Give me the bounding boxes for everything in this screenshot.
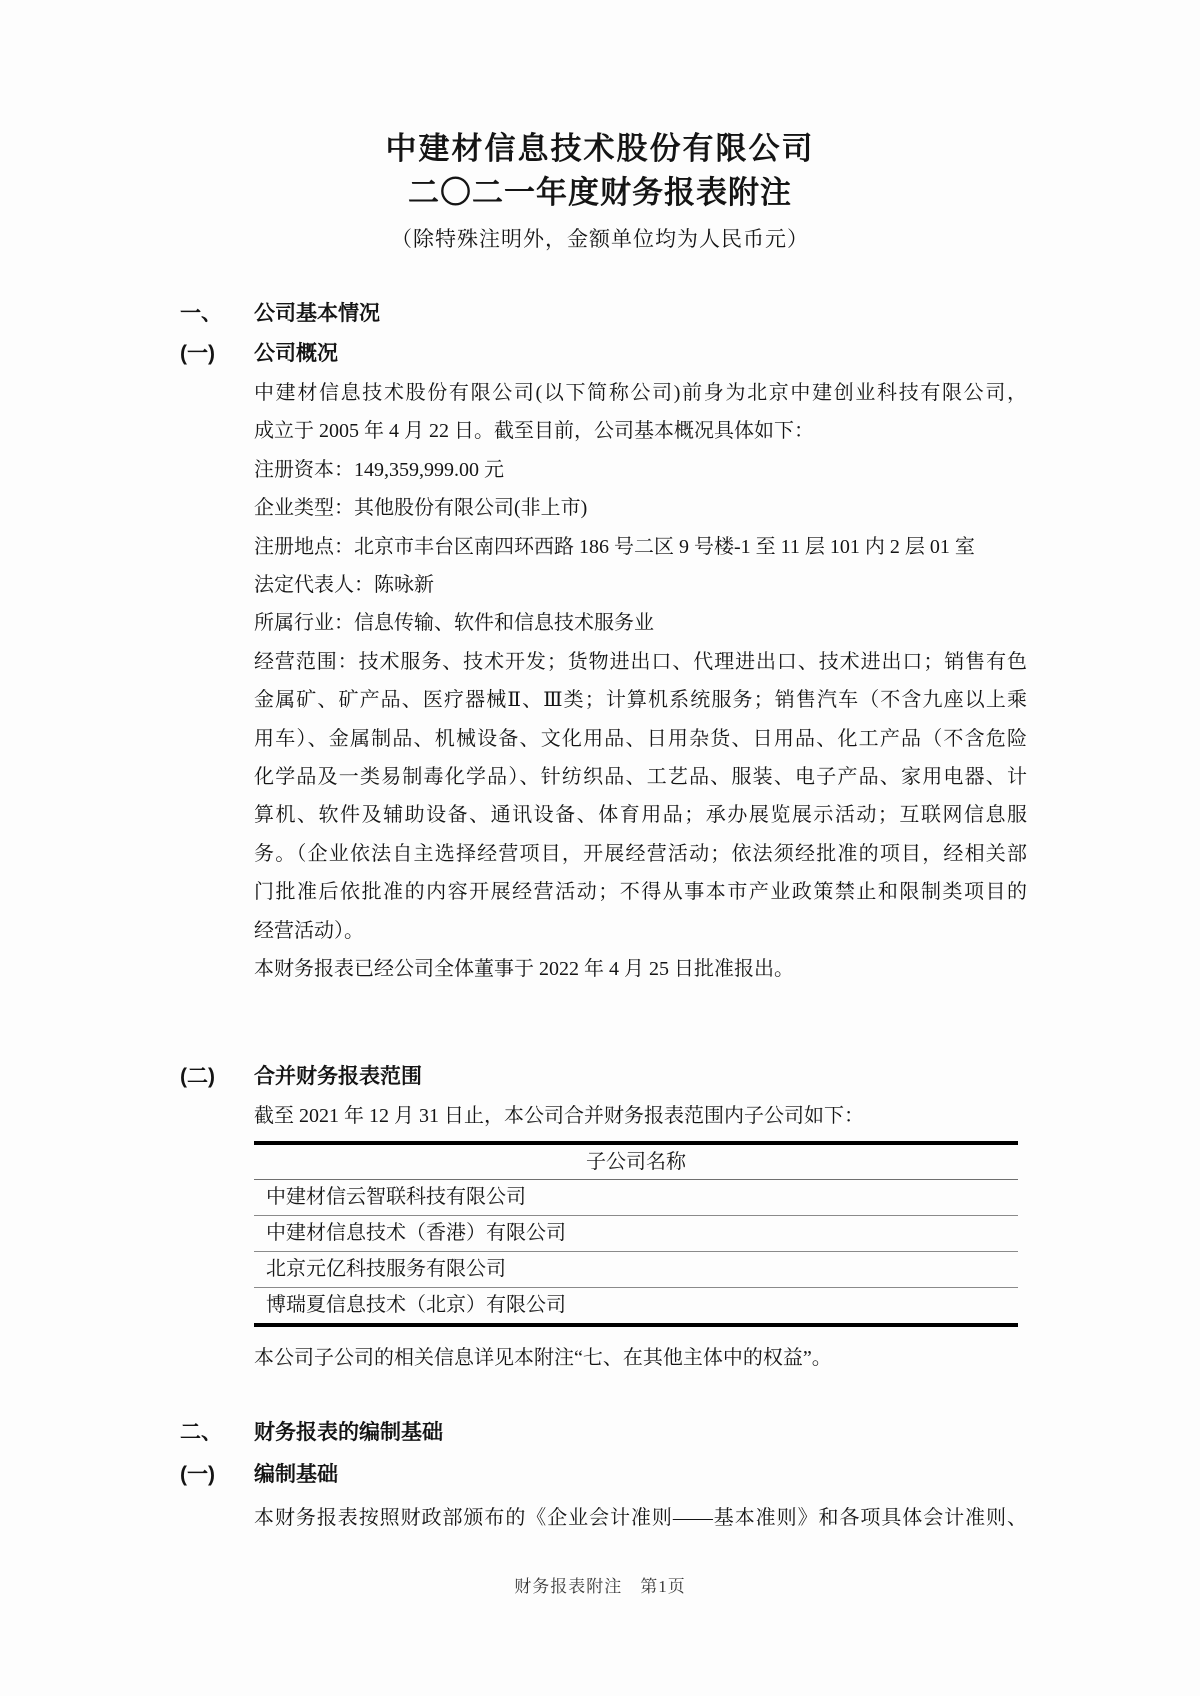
body-line: 化学品及一类易制毒化学品）、针纺织品、工艺品、服装、电子产品、家用电器、计 [254, 766, 1027, 789]
body-line: 成立于 2005 年 4 月 22 日。截至目前，公司基本概况具体如下： [254, 420, 814, 443]
body-line: 中建材信息技术股份有限公司(以下简称公司)前身为北京中建创业科技有限公司， [254, 382, 1027, 404]
section-2-number: 二、 [180, 1421, 222, 1445]
subsidiary-name: 中建材信云智联科技有限公司 [266, 1185, 526, 1208]
section-1-number: 一、 [180, 302, 222, 325]
section-1-1-heading [0, 334, 1200, 374]
page-footer: 财务报表附注 第1页 [514, 1577, 686, 1596]
table-header-subsidiary-name: 子公司名称 [254, 1145, 1018, 1180]
section-2-1-heading [0, 1455, 1200, 1495]
section-1-heading [0, 294, 1200, 334]
subsidiaries-table [254, 1141, 1018, 1327]
subsidiary-name: 博瑞夏信息技术（北京）有限公司 [266, 1293, 566, 1316]
section-2-1-number: (一) [180, 1463, 215, 1487]
legal-representative-line: 法定代表人：陈咏新 [254, 574, 434, 597]
industry-line: 所属行业：信息传输、软件和信息技术服务业 [254, 612, 654, 635]
table-row [254, 1180, 1018, 1216]
body-line: 务。（企业依法自主选择经营项目，开展经营活动；依法须经批准的项目，经相关部 [254, 842, 1027, 865]
body-line: 金属矿、矿产品、医疗器械Ⅱ、Ⅲ类；计算机系统服务；销售汽车（不含九座以上乘 [254, 689, 1027, 712]
subsidiary-name: 中建材信息技术（香港）有限公司 [266, 1221, 566, 1244]
body-line: 算机、软件及辅助设备、通讯设备、体育用品；承办展览展示活动；互联网信息服 [254, 804, 1027, 827]
section-1-title: 公司基本情况 [254, 302, 380, 325]
document-header [0, 0, 1200, 254]
currency-note: （除特殊注明外，金额单位均为人民币元） [391, 227, 809, 251]
report-title: 二〇二一年度财务报表附注 [408, 175, 792, 210]
table-row [254, 1288, 1018, 1323]
subsidiary-name: 北京元亿科技服务有限公司 [266, 1257, 506, 1280]
section-1-2-title: 合并财务报表范围 [254, 1064, 422, 1088]
section-1-1-number: (一) [180, 342, 215, 365]
approval-date-line: 本财务报表已经公司全体董事于 2022 年 4 月 25 日批准报出。 [254, 958, 794, 981]
section-2-1-title: 编制基础 [254, 1463, 338, 1487]
section-2-heading [0, 1413, 1200, 1453]
table-row [254, 1252, 1018, 1288]
business-scope-line: 经营范围：技术服务、技术开发；货物进出口、代理进出口、技术进出口；销售有色 [254, 650, 1027, 673]
body-line: 门批准后依批准的内容开展经营活动；不得从事本市产业政策禁止和限制类项目的 [254, 881, 1027, 904]
consolidation-scope-intro: 截至 2021 年 12 月 31 日止，本公司合并财务报表范围内子公司如下： [254, 1104, 864, 1127]
company-name-title: 中建材信息技术股份有限公司 [385, 131, 815, 166]
body-line: 用车）、金属制品、机械设备、文化用品、日用杂货、日用品、化工产品（不含危险 [254, 727, 1027, 750]
body-line: 经营活动）。 [254, 919, 364, 942]
subsidiaries-note: 本公司子公司的相关信息详见本附注“七、在其他主体中的权益”。 [254, 1346, 832, 1369]
section-1-2-number: (二) [180, 1064, 215, 1088]
section-1-1-title: 公司概况 [254, 342, 338, 365]
registered-address-line: 注册地点：北京市丰台区南四环西路 186 号二区 9 号楼-1 至 11 层 101 内 2 层 01 室 [254, 535, 975, 558]
table-row [254, 1216, 1018, 1252]
section-1-2-heading [0, 1057, 1200, 1097]
enterprise-type-line: 企业类型：其他股份有限公司(非上市) [254, 497, 588, 520]
section-2-title: 财务报表的编制基础 [254, 1421, 443, 1445]
preparation-basis-line: 本财务报表按照财政部颁布的《企业会计准则——基本准则》和各项具体会计准则、 [254, 1507, 1027, 1530]
registered-capital-line: 注册资本：149,359,999.00 元 [254, 458, 504, 481]
